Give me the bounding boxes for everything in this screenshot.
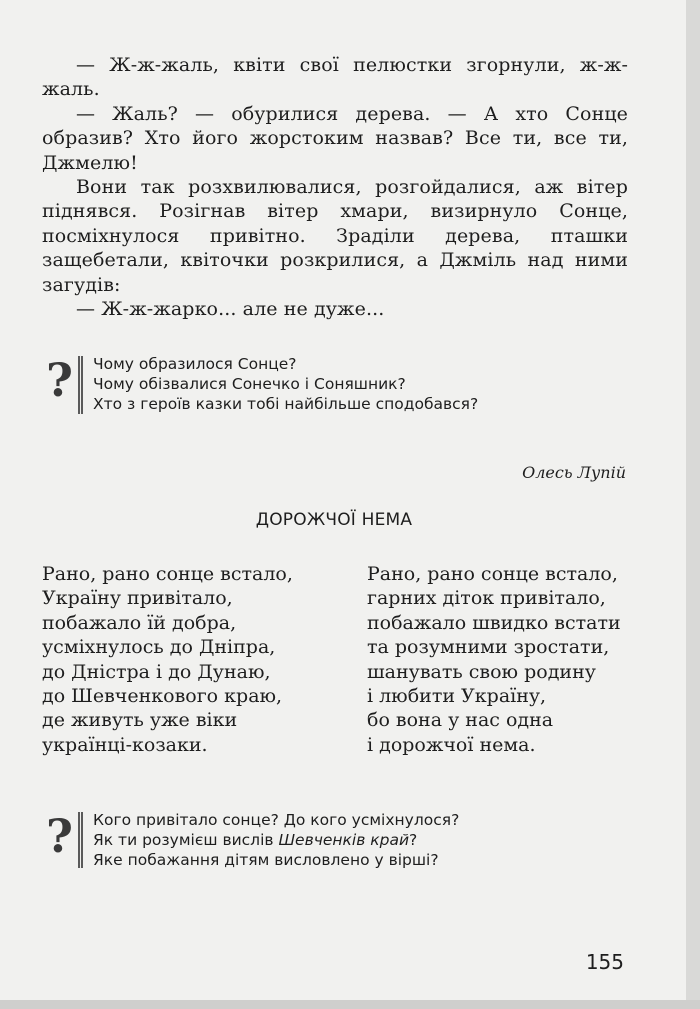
question-mark-icon: ? [46,809,73,863]
page-edge-bottom [0,1000,700,1009]
poem-line: і дорожчої нема. [367,733,536,756]
page-edge [686,0,700,1009]
poem-line: де живуть уже віки [42,709,238,732]
questions-list [93,810,459,870]
question [93,830,459,850]
poem-line: побажало їй добра, [42,611,237,634]
poem-line: та розумними зростати, [367,636,610,659]
poem-line: Україну привітало, [42,587,233,610]
paragraph: — Жаль? — обурилися дерева. — А хто Сонце образив? Хто його жорстоким назвав? Все ти, все ти, Джмелю! [42,102,628,174]
poem-line: бо вона у нас одна [367,709,554,732]
poem-line: усміхнулось до Дніпра, [42,636,276,659]
poem-line: гарних діток привітало, [367,587,606,610]
question: Яке побажання дітям висловлено у вірші? [93,851,439,869]
question-emphasis: Шевченків край [278,831,410,849]
author-name: Олесь Лупій [522,463,626,482]
poem-line: і любити Україну, [367,684,547,707]
question: Чому обізвалися Сонечко і Соняшник? [93,375,406,393]
poem-stanza-left [42,562,293,757]
poem-line: українці-козаки. [42,733,208,756]
poem-stanza-right [367,562,621,757]
question-text: Як ти розумієш вислів [93,831,279,849]
poem-line: Рано, рано сонце встало, [42,563,293,585]
paragraph: — Ж-ж-жаль, квіти свої пелюстки згорнули, ж-ж-жаль. [42,54,628,101]
questions-list [93,354,478,414]
poem-line: побажало швидко встати [367,611,621,634]
page-number: 155 [585,950,624,974]
question: Кого привітало сонце? До кого усміхнулося? [93,811,460,829]
paragraph: — Ж-ж-жарко... але не дуже... [76,298,385,321]
question-mark-icon: ? [46,353,73,407]
question: Хто з героїв казки тобі найбільше сподобався? [93,395,479,413]
question: Чому образилося Сонце? [93,355,297,373]
poem-line: до Дністра і до Дунаю, [42,660,271,683]
question-text: ? [409,831,418,849]
poem-line: до Шевченкового краю, [42,684,283,707]
poem-line: шанувать свою родину [367,660,596,683]
poem-line: Рано, рано сонце встало, [367,563,618,585]
poem-title: ДОРОЖЧОЇ НЕМА [255,510,413,530]
paragraph: Вони так розхвилювалися, розгойдалися, аж вітер піднявся. Розігнав вітер хмари, визирнуло Сонце, посміхнулося привітно. Зраділи дерева, пташки защебетали, квіточки розкрилися, а Джміль над ними загудів: [42,176,628,296]
story-text [42,53,628,321]
